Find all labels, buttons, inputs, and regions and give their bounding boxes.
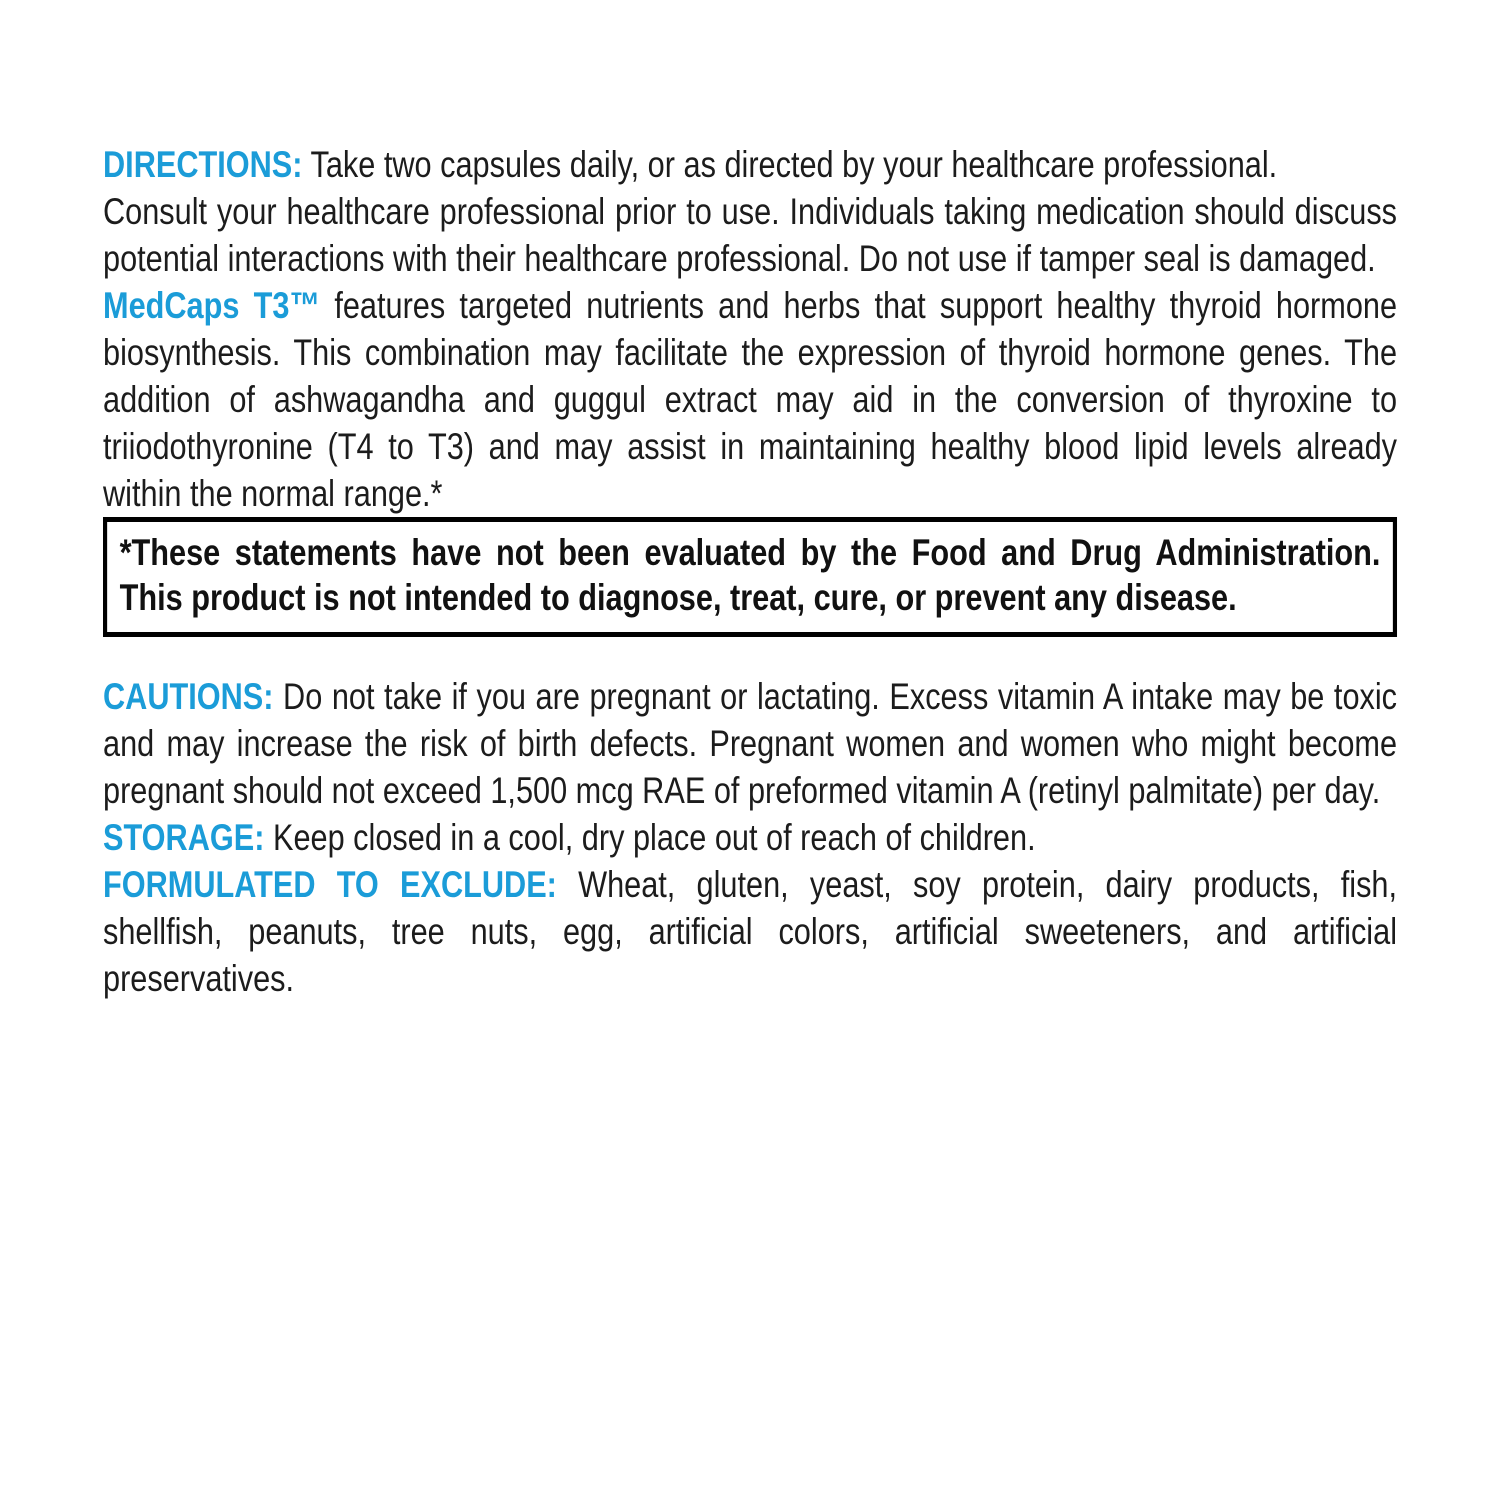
storage-paragraph	[103, 814, 1397, 861]
fda-disclaimer-box	[103, 517, 1397, 637]
product-name-heading: MedCaps T3™	[103, 285, 321, 326]
formulated-paragraph	[103, 861, 1397, 1002]
storage-heading: STORAGE:	[103, 817, 265, 858]
consult-body: Consult your healthcare professional prior to use. Individuals taking medication should discuss potential interactions with their healthcare professional. Do not use if tamper seal is damaged.	[103, 191, 1398, 279]
directions-heading: DIRECTIONS:	[103, 144, 303, 185]
directions-paragraph	[103, 141, 1397, 188]
medcaps-body: features targeted nutrients and herbs that support healthy thyroid hormone biosynthesis. This combination may facilitate the expression of thyroid hormone genes. The addition of ashwagandha and guggul extract may aid in the conversion of thyroxine to triiodothyronine (T4 to T3) and may assist in maintaining healthy blood lipid levels already within the normal range.*	[103, 285, 1398, 514]
cautions-paragraph	[103, 673, 1397, 814]
fda-disclaimer-body: *These statements have not been evaluated by the Food and Drug Administration. This product is not intended to diagnose, treat, cure, or prevent any disease.	[119, 532, 1381, 618]
consult-paragraph	[103, 188, 1397, 282]
directions-body: Take two capsules daily, or as directed by your healthcare professional.	[310, 144, 1278, 185]
label-text-column	[103, 141, 1397, 1002]
formulated-body: Wheat, gluten, yeast, soy protein, dairy products, fish, shellfish, peanuts, tree nuts, egg, artificial colors, artificial sweeteners, and artificial preservatives.	[103, 864, 1398, 999]
medcaps-paragraph	[103, 282, 1397, 517]
formulated-heading: FORMULATED TO EXCLUDE:	[103, 864, 557, 905]
storage-body: Keep closed in a cool, dry place out of reach of children.	[272, 817, 1036, 858]
cautions-heading: CAUTIONS:	[103, 676, 274, 717]
fda-disclaimer-text	[120, 530, 1381, 620]
cautions-body: Do not take if you are pregnant or lactating. Excess vitamin A intake may be toxic and may increase the risk of birth defects. Pregnant women and women who might become pregnant should not exceed 1,500 mcg RAE of preformed vitamin A (retinyl palmitate) per day.	[103, 676, 1398, 811]
